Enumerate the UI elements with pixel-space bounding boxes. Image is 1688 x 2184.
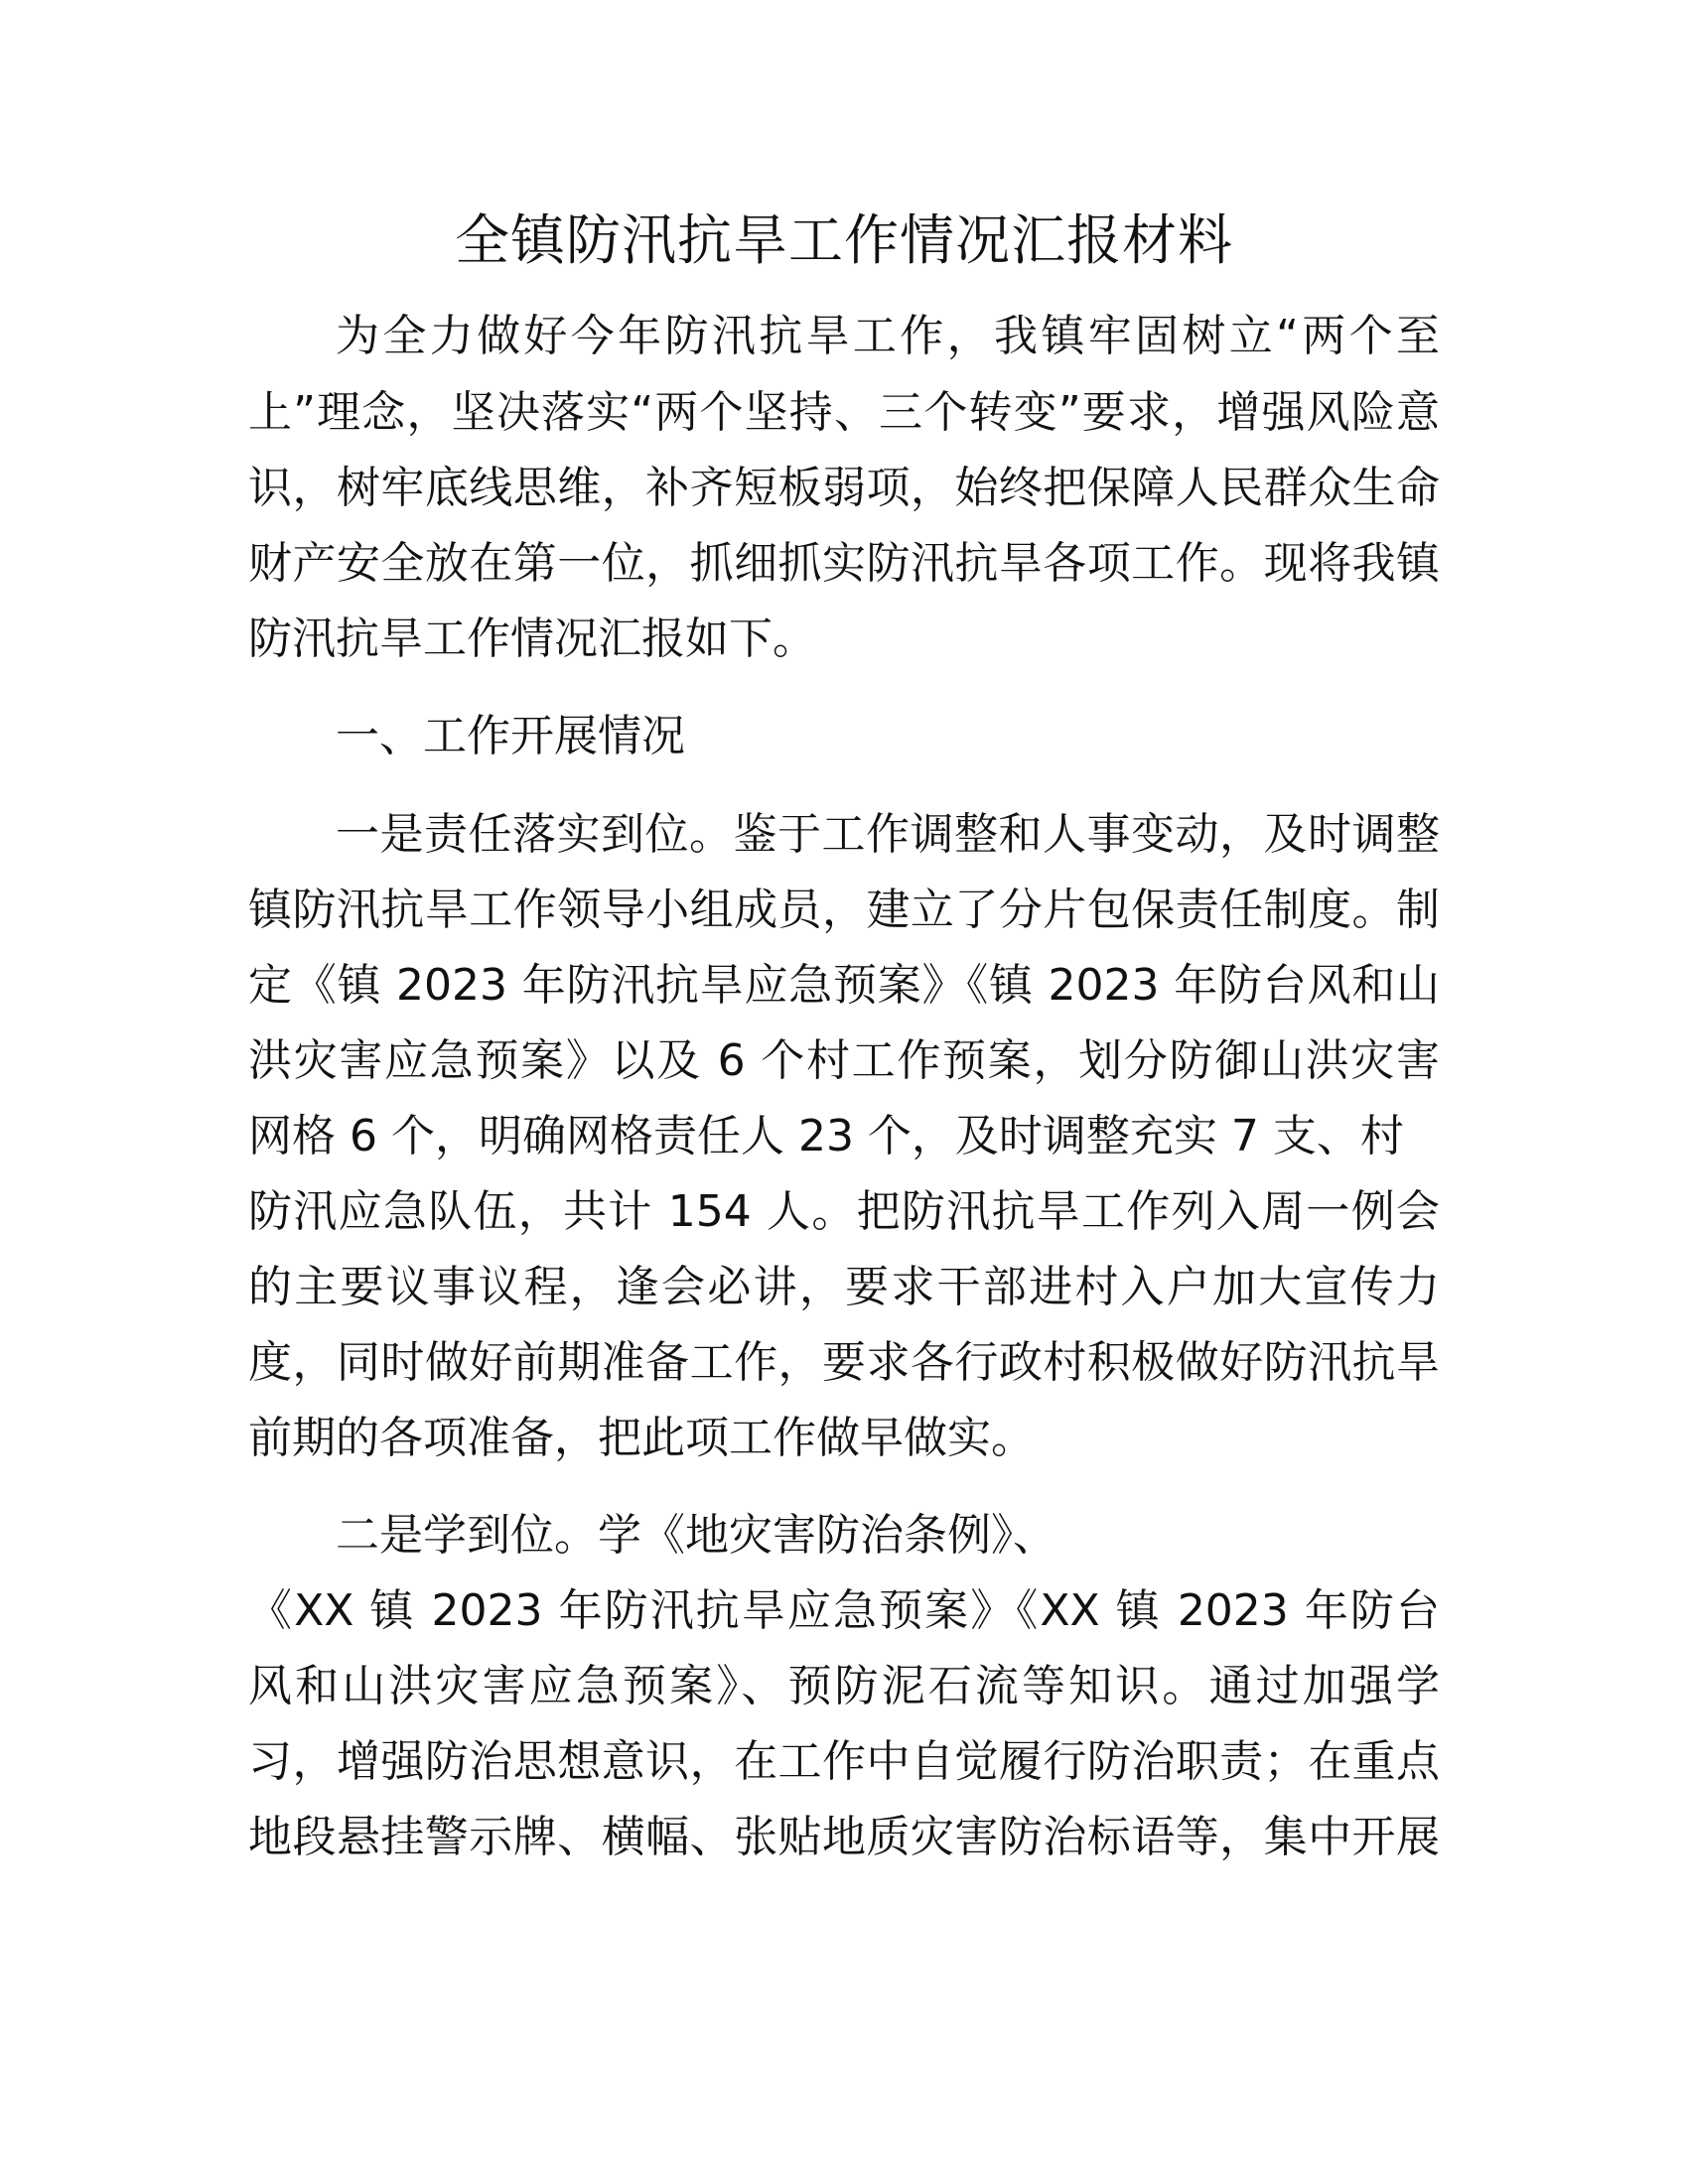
paragraph-line: 镇防汛抗旱工作领导小组成员，建立了分片包保责任制度。制	[248, 885, 1440, 935]
paragraph-line: 洪灾害应急预案》以及 6 个村工作预案，划分防御山洪灾害	[248, 1035, 1440, 1086]
paragraph-line: 防汛抗旱工作情况汇报如下。	[248, 614, 816, 664]
paragraph-line: 度，同时做好前期准备工作，要求各行政村积极做好防汛抗旱	[248, 1337, 1440, 1388]
paragraph-line: 的主要议事议程，逢会必讲，要求干部进村入户加大宣传力	[248, 1262, 1440, 1312]
paragraph-line: 上”理念，坚决落实“两个坚持、三个转变”要求，增强风险意	[248, 387, 1440, 438]
paragraph-line: 防汛应急队伍，共计 154 人。把防汛抗旱工作列入周一例会	[248, 1186, 1440, 1237]
paragraph-line: 前期的各项准备，把此项工作做早做实。	[248, 1413, 1035, 1463]
paragraph-line: 二是学到位。学《地灾害防治条例》、	[336, 1510, 1056, 1561]
paragraph-line: 《XX 镇 2023 年防汛抗旱应急预案》《XX 镇 2023 年防台	[248, 1585, 1440, 1636]
paragraph-line: 识，树牢底线思维，补齐短板弱项，始终把保障人民群众生命	[248, 463, 1440, 513]
section-heading: 一、工作开展情况	[336, 711, 685, 761]
paragraph-line: 风和山洪灾害应急预案》、预防泥石流等知识。通过加强学	[248, 1661, 1440, 1711]
paragraph-line: 一是责任落实到位。鉴于工作调整和人事变动，及时调整	[336, 809, 1440, 860]
paragraph-line: 地段悬挂警示牌、横幅、张贴地质灾害防治标语等，集中开展	[248, 1812, 1440, 1862]
paragraph-line: 定《镇 2023 年防汛抗旱应急预案》《镇 2023 年防台风和山	[248, 960, 1440, 1011]
document-title: 全镇防汛抗旱工作情况汇报材料	[454, 208, 1233, 272]
paragraph-line: 为全力做好今年防汛抗旱工作，我镇牢固树立“两个至	[336, 311, 1440, 361]
paragraph-line: 网格 6 个，明确网格责任人 23 个，及时调整充实 7 支、村	[248, 1111, 1404, 1161]
paragraph-line: 习，增强防治思想意识，在工作中自觉履行防治职责；在重点	[248, 1736, 1440, 1787]
paragraph-line: 财产安全放在第一位，抓细抓实防汛抗旱各项工作。现将我镇	[248, 538, 1440, 589]
